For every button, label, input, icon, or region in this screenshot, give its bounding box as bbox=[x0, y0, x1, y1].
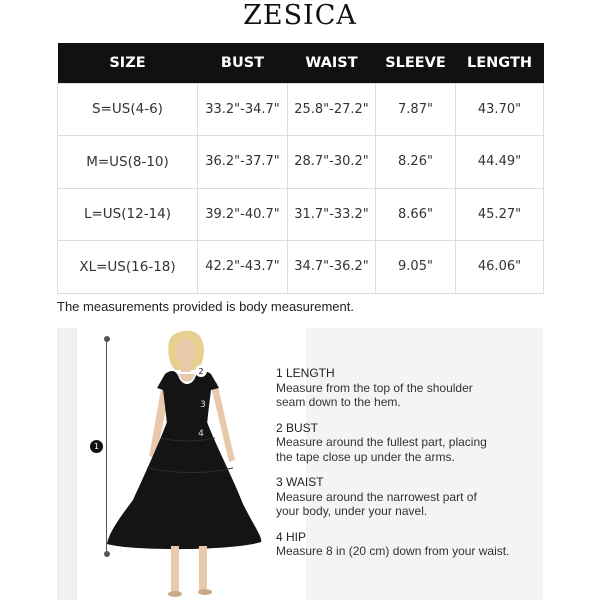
table-row bbox=[58, 83, 544, 136]
cell-bust: 36.2"-37.7" bbox=[198, 136, 288, 189]
cell-sleeve: 8.66" bbox=[376, 188, 456, 241]
instruction-hip bbox=[276, 530, 538, 559]
instruction-bust bbox=[276, 421, 538, 465]
cell-size: S=US(4-6) bbox=[58, 83, 198, 136]
right-leg-shape bbox=[199, 546, 207, 590]
cell-length: 43.70" bbox=[456, 83, 544, 136]
cell-waist: 34.7"-36.2" bbox=[288, 241, 376, 294]
left-shoe-shape bbox=[168, 591, 182, 597]
cell-bust: 39.2"-40.7" bbox=[198, 188, 288, 241]
model-dress-figure bbox=[77, 328, 306, 600]
size-chart-header-row bbox=[58, 43, 544, 83]
header-bust: BUST bbox=[198, 43, 288, 83]
hip-marker-label: 4 bbox=[198, 429, 204, 439]
cell-waist: 25.8"-27.2" bbox=[288, 83, 376, 136]
instruction-title: 3 WAIST bbox=[276, 475, 324, 489]
bust-marker-label: 2 bbox=[198, 367, 204, 376]
right-shoe-shape bbox=[198, 589, 212, 595]
instruction-title: 1 LENGTH bbox=[276, 366, 335, 380]
instruction-text: Measure 8 in (20 cm) down from your waist. bbox=[276, 544, 510, 558]
neckline-shape bbox=[179, 374, 195, 382]
neck-shape bbox=[181, 362, 191, 372]
cell-bust: 33.2"-34.7" bbox=[198, 83, 288, 136]
cell-length: 45.27" bbox=[456, 188, 544, 241]
table-row bbox=[58, 241, 544, 294]
brand-logo: ZESICA bbox=[243, 0, 357, 31]
header-sleeve: SLEEVE bbox=[376, 43, 456, 83]
figure-background-left bbox=[57, 328, 77, 600]
header-size: SIZE bbox=[58, 43, 198, 83]
measurement-instructions bbox=[276, 366, 538, 570]
instruction-text: Measure around the narrowest part of your body, under your navel. bbox=[276, 489, 477, 518]
cell-waist: 28.7"-30.2" bbox=[288, 136, 376, 189]
measurement-note: The measurements provided is body measurement. bbox=[57, 299, 354, 314]
table-row bbox=[58, 136, 544, 189]
instruction-text: Measure from the top of the shoulder seam down to the hem. bbox=[276, 380, 473, 409]
cell-length: 46.06" bbox=[456, 241, 544, 294]
cell-length: 44.49" bbox=[456, 136, 544, 189]
instruction-waist bbox=[276, 475, 538, 519]
length-marker: 1 bbox=[90, 440, 103, 453]
waist-marker-label: 3 bbox=[200, 400, 206, 410]
instruction-length bbox=[276, 366, 538, 410]
cell-waist: 31.7"-33.2" bbox=[288, 188, 376, 241]
size-chart-table bbox=[57, 43, 544, 294]
table-row bbox=[58, 188, 544, 241]
face-shape bbox=[176, 339, 196, 365]
cell-sleeve: 8.26" bbox=[376, 136, 456, 189]
instruction-text: Measure around the fullest part, placing the tape close up under the arms. bbox=[276, 435, 487, 464]
cell-size: L=US(12-14) bbox=[58, 188, 198, 241]
instruction-title: 2 BUST bbox=[276, 420, 319, 435]
cell-size: M=US(8-10) bbox=[58, 136, 198, 189]
cell-sleeve: 7.87" bbox=[376, 83, 456, 136]
header-waist: WAIST bbox=[288, 43, 376, 83]
instruction-title: 4 HIP bbox=[276, 529, 307, 544]
cell-size: XL=US(16-18) bbox=[58, 241, 198, 294]
cell-sleeve: 9.05" bbox=[376, 241, 456, 294]
header-length: LENGTH bbox=[456, 43, 544, 83]
cell-bust: 42.2"-43.7" bbox=[198, 241, 288, 294]
left-leg-shape bbox=[171, 546, 179, 592]
